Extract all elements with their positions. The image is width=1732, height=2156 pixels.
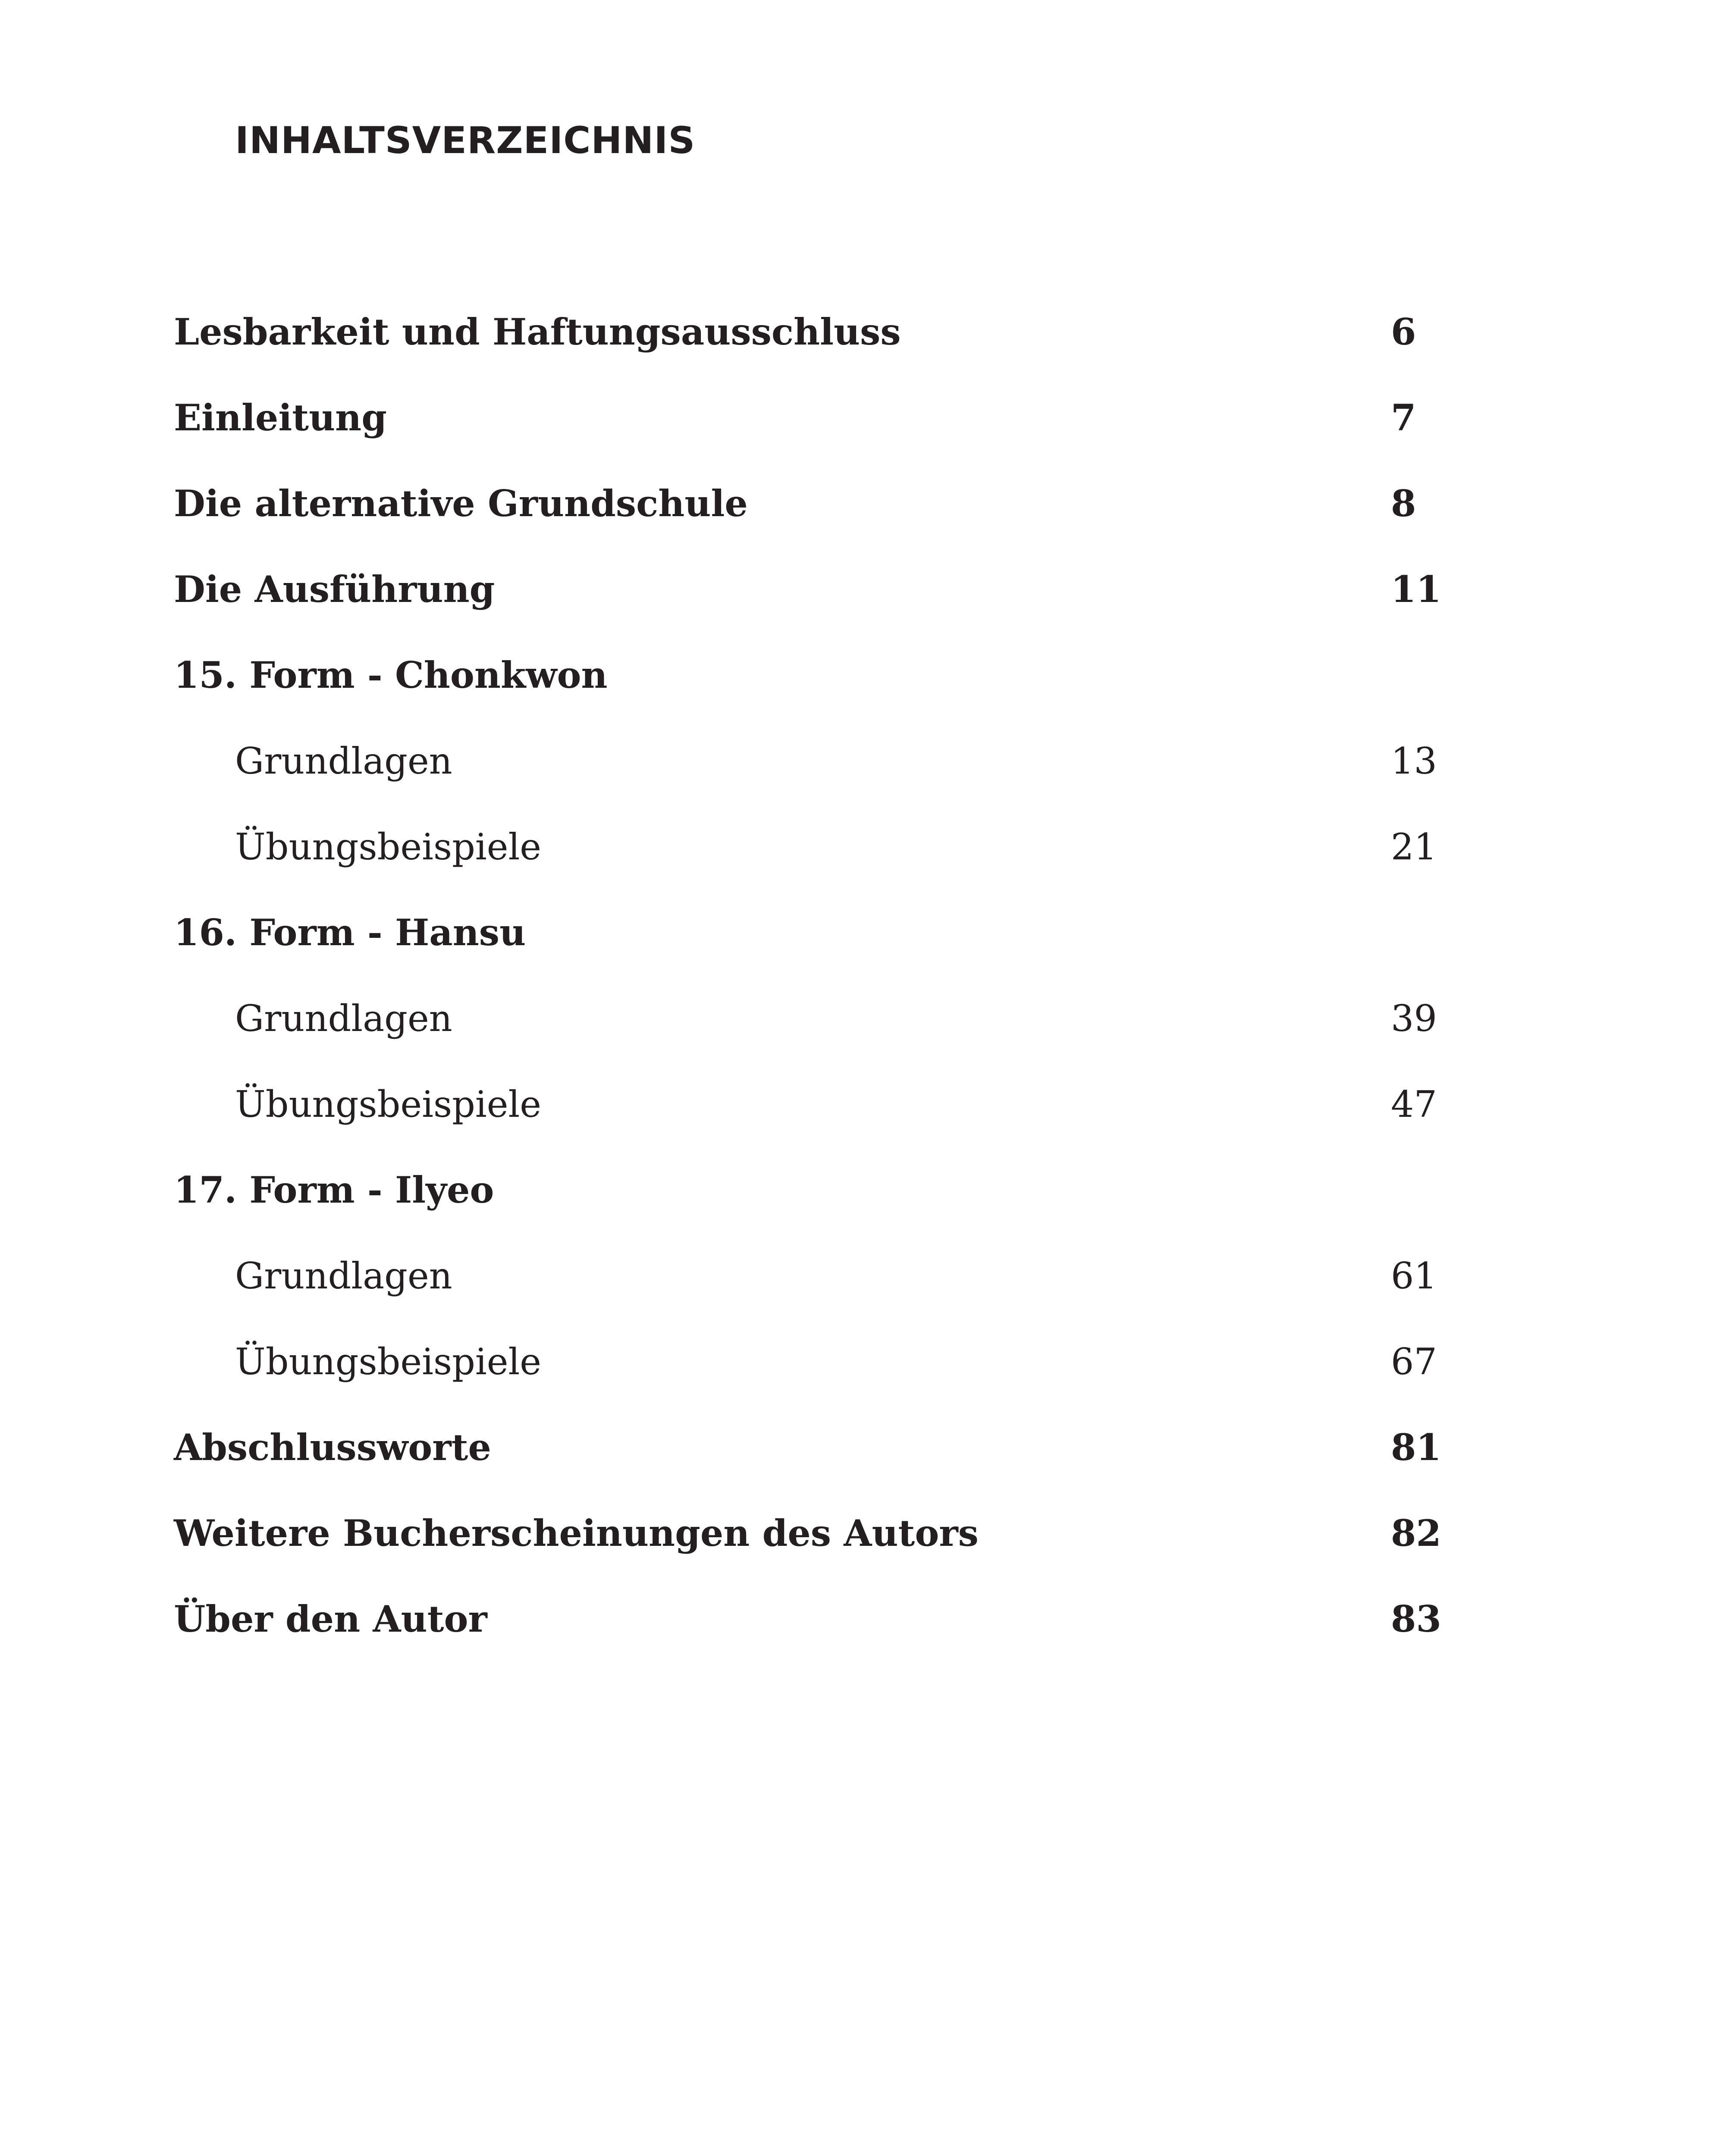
page-title: INHALTSVERZEICHNIS [235, 119, 696, 162]
toc-entry-page: 61 [1391, 1255, 1437, 1297]
toc-entry-label: Grundlagen [235, 1255, 452, 1297]
toc-entry [0, 388, 1732, 473]
toc-entry [0, 302, 1732, 388]
toc-entry-label: 17. Form - Ilyeo [174, 1169, 494, 1211]
toc-entry-page: 39 [1391, 997, 1437, 1040]
toc-entry-page: 6 [1391, 310, 1416, 353]
toc-entry-page: 82 [1391, 1512, 1441, 1554]
toc-subentry [0, 817, 1732, 903]
toc-section-heading [0, 1160, 1732, 1246]
toc-entry-label: Abschlussworte [174, 1426, 491, 1469]
toc-entry-label: Über den Autor [174, 1598, 487, 1640]
toc-entry [0, 1503, 1732, 1589]
toc-subentry [0, 1332, 1732, 1417]
toc-entry-label: 16. Form - Hansu [174, 911, 526, 954]
toc-entry-label: Einleitung [174, 396, 387, 439]
toc-entry-label: Weitere Bucherscheinungen des Autors [174, 1512, 979, 1554]
toc-subentry [0, 1074, 1732, 1160]
toc-entry [0, 1417, 1732, 1503]
toc-entry-label: Die Ausführung [174, 568, 495, 611]
toc-entry-page: 47 [1391, 1083, 1437, 1125]
toc-subentry [0, 731, 1732, 817]
toc-subentry [0, 988, 1732, 1074]
toc-entry [0, 1589, 1732, 1675]
table-of-contents [0, 302, 1732, 1675]
toc-entry-label: 15. Form - Chonkwon [174, 654, 608, 696]
toc-entry-label: Grundlagen [235, 997, 452, 1040]
toc-entry-label: Die alternative Grundschule [174, 482, 748, 525]
toc-entry-page: 8 [1391, 482, 1416, 525]
toc-entry-label: Übungsbeispiele [235, 1083, 542, 1125]
toc-entry-page: 83 [1391, 1598, 1441, 1640]
toc-entry-page: 67 [1391, 1341, 1437, 1383]
toc-entry-label: Grundlagen [235, 740, 452, 782]
toc-section-heading [0, 903, 1732, 988]
toc-entry-page: 21 [1391, 826, 1437, 868]
toc-section-heading [0, 645, 1732, 731]
toc-entry-page: 11 [1391, 568, 1441, 611]
toc-entry-page: 7 [1391, 396, 1416, 439]
toc-entry-label: Übungsbeispiele [235, 826, 542, 868]
toc-entry-label: Lesbarkeit und Haftungsausschluss [174, 310, 901, 353]
toc-entry-page: 81 [1391, 1426, 1441, 1469]
toc-entry [0, 559, 1732, 645]
toc-subentry [0, 1246, 1732, 1332]
toc-entry-page: 13 [1391, 740, 1437, 782]
toc-entry [0, 473, 1732, 559]
toc-entry-label: Übungsbeispiele [235, 1341, 542, 1383]
